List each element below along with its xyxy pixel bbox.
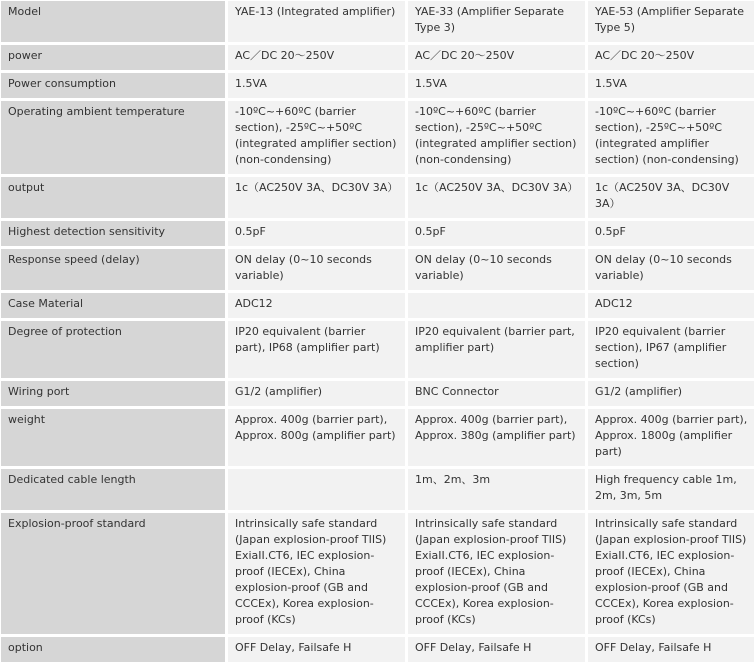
row-label: option	[1, 637, 225, 662]
cell-yae-53: ON delay (0~10 seconds variable)	[588, 249, 754, 290]
row-label: weight	[1, 409, 225, 466]
row-output	[1, 177, 754, 218]
cell-yae-13: OFF Delay, Failsafe H	[228, 637, 405, 662]
cell-yae-33	[408, 293, 585, 318]
row-label: Power consumption	[1, 73, 225, 98]
row-label: Degree of protection	[1, 321, 225, 378]
row-label: Dedicated cable length	[1, 469, 225, 510]
cell-yae-13: IP20 equivalent (barrier part), IP68 (amplifier part)	[228, 321, 405, 378]
cell-yae-13: 1.5VA	[228, 73, 405, 98]
row-power-consumption	[1, 73, 754, 98]
row-cable-length	[1, 469, 754, 510]
cell-yae-53: Intrinsically safe standard (Japan explosion-proof TIIS) ExiaII.CT6, IEC explosion-proof (IECEx), China explosion-proof (GB and CCCEx), Korea explosion-proof (KCs)	[588, 513, 754, 634]
row-response-speed	[1, 249, 754, 290]
cell-yae-33: -10ºC~+60ºC (barrier section), -25ºC~+50ºC (integrated amplifier section) (non-condensing)	[408, 101, 585, 174]
cell-yae-33: 1m、2m、3m	[408, 469, 585, 510]
cell-yae-33: 1c（AC250V 3A、DC30V 3A）	[408, 177, 585, 218]
cell-yae-53: OFF Delay, Failsafe H	[588, 637, 754, 662]
cell-yae-13: -10ºC~+60ºC (barrier section), -25ºC~+50ºC (integrated amplifier section) (non-condensing)	[228, 101, 405, 174]
cell-yae-53: Approx. 400g (barrier part), Approx. 1800g (amplifier part)	[588, 409, 754, 466]
cell-yae-53: G1/2 (amplifier)	[588, 381, 754, 406]
cell-yae-53: 1.5VA	[588, 73, 754, 98]
cell-yae-53: 0.5pF	[588, 221, 754, 246]
row-model	[1, 1, 754, 42]
cell-yae-33: Intrinsically safe standard (Japan explosion-proof TIIS) ExiaII.CT6, IEC explosion-proof (IECEx), China explosion-proof (GB and CCCEx), Korea explosion-proof (KCs)	[408, 513, 585, 634]
cell-yae-33: 1.5VA	[408, 73, 585, 98]
cell-yae-33: ON delay (0~10 seconds variable)	[408, 249, 585, 290]
row-label: output	[1, 177, 225, 218]
cell-yae-13: Intrinsically safe standard (Japan explosion-proof TIIS) ExiaII.CT6, IEC explosion-proof (IECEx), China explosion-proof (GB and CCCEx), Korea explosion-proof (KCs)	[228, 513, 405, 634]
cell-yae-53: IP20 equivalent (barrier section), IP67 (amplifier section)	[588, 321, 754, 378]
row-wiring-port	[1, 381, 754, 406]
cell-yae-53: ADC12	[588, 293, 754, 318]
row-option	[1, 637, 754, 662]
cell-yae-33: AC／DC 20～250V	[408, 45, 585, 70]
cell-yae-13: YAE-13 (Integrated amplifier)	[228, 1, 405, 42]
cell-yae-33: BNC Connector	[408, 381, 585, 406]
cell-yae-13: ADC12	[228, 293, 405, 318]
row-label: Explosion-proof standard	[1, 513, 225, 634]
row-weight	[1, 409, 754, 466]
cell-yae-53: High frequency cable 1m, 2m, 3m, 5m	[588, 469, 754, 510]
cell-yae-13: 1c（AC250V 3A、DC30V 3A）	[228, 177, 405, 218]
row-label: Wiring port	[1, 381, 225, 406]
row-case-material	[1, 293, 754, 318]
row-power	[1, 45, 754, 70]
row-label: power	[1, 45, 225, 70]
row-degree-of-protection	[1, 321, 754, 378]
cell-yae-53: 1c（AC250V 3A、DC30V 3A）	[588, 177, 754, 218]
cell-yae-33: Approx. 400g (barrier part), Approx. 380g (amplifier part)	[408, 409, 585, 466]
cell-yae-13: ON delay (0~10 seconds variable)	[228, 249, 405, 290]
row-explosion-proof	[1, 513, 754, 634]
cell-yae-13: Approx. 400g (barrier part), Approx. 800g (amplifier part)	[228, 409, 405, 466]
cell-yae-33: IP20 equivalent (barrier part, amplifier part)	[408, 321, 585, 378]
row-operating-temperature	[1, 101, 754, 174]
row-detection-sensitivity	[1, 221, 754, 246]
cell-yae-13: 0.5pF	[228, 221, 405, 246]
cell-yae-33: YAE-33 (Amplifier Separate Type 3)	[408, 1, 585, 42]
cell-yae-53: YAE-53 (Amplifier Separate Type 5)	[588, 1, 754, 42]
cell-yae-13	[228, 469, 405, 510]
row-label: Operating ambient temperature	[1, 101, 225, 174]
cell-yae-53: -10ºC~+60ºC (barrier section), -25ºC~+50ºC (integrated amplifier section) (non-condensing)	[588, 101, 754, 174]
cell-yae-33: 0.5pF	[408, 221, 585, 246]
cell-yae-33: OFF Delay, Failsafe H	[408, 637, 585, 662]
cell-yae-13: AC／DC 20～250V	[228, 45, 405, 70]
row-label: Case Material	[1, 293, 225, 318]
cell-yae-53: AC／DC 20～250V	[588, 45, 754, 70]
row-label: Response speed (delay)	[1, 249, 225, 290]
row-label: Model	[1, 1, 225, 42]
row-label: Highest detection sensitivity	[1, 221, 225, 246]
cell-yae-13: G1/2 (amplifier)	[228, 381, 405, 406]
